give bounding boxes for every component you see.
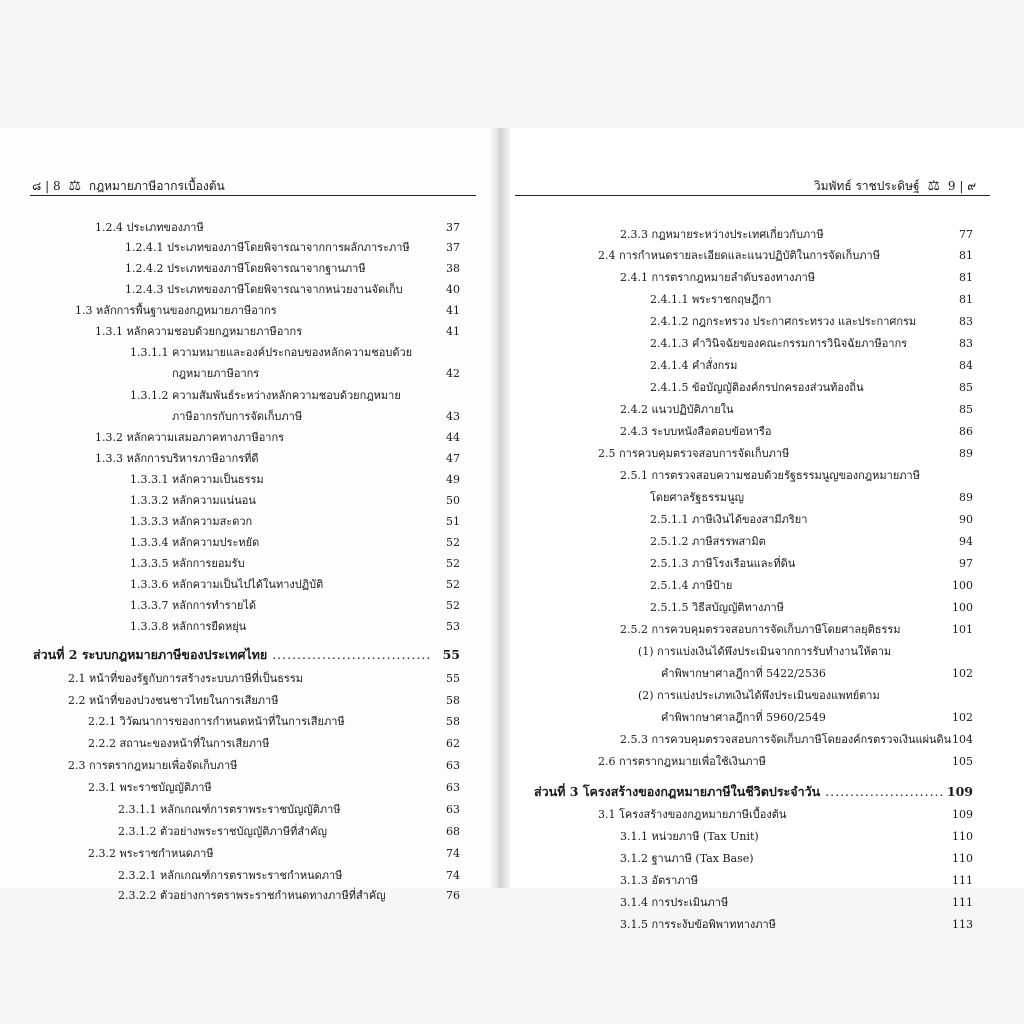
toc-entry-title: 2.4.1.3 คำวินิจฉัยของคณะกรรมการวินิจฉัยภาษีอากร xyxy=(650,337,908,350)
toc-entry-page: 77 xyxy=(959,228,973,241)
toc-entry-title: 1.2.4.1 ประเภทของภาษีโดยพิจารณาจากการผลักภาระภาษี xyxy=(125,241,410,254)
toc-entry-title: 2.5.1.1 ภาษีเงินได้ของสามีภริยา xyxy=(650,513,808,526)
toc-entry-page: 63 xyxy=(446,759,460,772)
toc-entry-title: ภาษีอากรกับการจัดเก็บภาษี xyxy=(172,410,303,423)
toc-entry-page: 109 xyxy=(946,784,973,799)
toc-entry-title: 2.3.1 พระราชบัญญัติภาษี xyxy=(88,781,212,794)
toc-entry xyxy=(68,691,460,711)
toc-entry-title: 1.3.3.6 หลักความเป็นไปได้ในทางปฏิบัติ xyxy=(130,578,324,591)
toc-entry-page: 42 xyxy=(446,367,460,380)
toc-entry-page: 89 xyxy=(959,447,973,460)
toc-entry-title: 1.3.1 หลักความชอบด้วยกฎหมายภาษีอากร xyxy=(95,325,303,338)
toc-entry-page: 89 xyxy=(959,491,973,504)
right-page-header: วิมพัทธ์ ราชประดิษฐ์ ⚖ 9 | ๙ xyxy=(813,178,976,194)
toc-entry xyxy=(130,512,460,532)
toc-entry-page: 53 xyxy=(446,620,460,633)
toc-entry-title: 2.3 การตรากฎหมายเพื่อจัดเก็บภาษี xyxy=(68,759,238,772)
scales-of-justice-icon: ⚖ xyxy=(68,178,81,194)
toc-entry-page: 94 xyxy=(959,535,973,548)
toc-entry xyxy=(130,575,460,595)
toc-entry xyxy=(650,334,973,354)
toc-entry-title: (1) การแบ่งเงินได้พึงประเมินจากการรับทำงานให้ตาม xyxy=(638,645,892,658)
toc-entry-page: 58 xyxy=(446,694,460,707)
toc-entry-page: 50 xyxy=(446,494,460,507)
toc-entry-page: 102 xyxy=(952,667,973,680)
toc-entry xyxy=(620,730,973,750)
toc-entry-page: 81 xyxy=(959,271,973,284)
toc-entry-title: 3.1.5 การระงับข้อพิพาททางภาษี xyxy=(620,918,776,931)
toc-entry xyxy=(68,669,460,689)
toc-entry-title: 2.4.2 แนวปฏิบัติภายใน xyxy=(620,403,734,416)
toc-entry-title: 2.5.1 การตรวจสอบความชอบด้วยรัฐธรรมนูญของกฎหมายภาษี xyxy=(620,469,920,482)
toc-entry xyxy=(650,576,973,596)
toc-entry xyxy=(638,642,973,662)
toc-entry xyxy=(598,444,973,464)
toc-entry-title: 1.2.4.2 ประเภทของภาษีโดยพิจารณาจากฐานภาษี xyxy=(125,262,366,275)
toc-entry-title: 2.4.1.5 ข้อบัญญัติองค์กรปกครองส่วนท้องถิ่น xyxy=(650,381,864,394)
toc-entry-page: 101 xyxy=(952,623,973,636)
toc-entry xyxy=(620,225,973,245)
toc-entry xyxy=(620,466,973,486)
toc-entry xyxy=(620,871,973,891)
toc-entry xyxy=(650,598,973,618)
toc-entry-title: 1.2.4.3 ประเภทของภาษีโดยพิจารณาจากหน่วยงานจัดเก็บ xyxy=(125,283,403,296)
toc-entry xyxy=(650,510,973,530)
toc-entry-page: 43 xyxy=(446,410,460,423)
toc-entry-page: 52 xyxy=(446,536,460,549)
page-number-thai: ๘ xyxy=(32,179,42,193)
toc-entry-title: 2.3.2 พระราชกำหนดภาษี xyxy=(88,847,214,860)
toc-entry-title: 2.4 การกำหนดรายละเอียดและแนวปฏิบัติในการจัดเก็บภาษี xyxy=(598,249,880,262)
toc-entry-title: 3.1.2 ฐานภาษี (Tax Base) xyxy=(620,852,754,865)
toc-section-heading xyxy=(534,782,973,802)
toc-entry-page: 49 xyxy=(446,473,460,486)
toc-entry xyxy=(598,246,973,266)
toc-entry-title: 2.1 หน้าที่ของรัฐกับการสร้างระบบภาษีที่เป็นธรรม xyxy=(68,672,303,685)
toc-entry-title: 3.1.3 อัตราภาษี xyxy=(620,874,698,887)
toc-entry xyxy=(88,734,460,754)
toc-entry-page: 83 xyxy=(959,315,973,328)
toc-entry-title: 3.1.4 การประเมินภาษี xyxy=(620,896,729,909)
toc-entry-page: 37 xyxy=(446,221,460,234)
page-number: 9 xyxy=(947,179,956,193)
toc-entry-title: 1.2.4 ประเภทของภาษี xyxy=(95,221,204,234)
toc-entry-title: 1.3.3.5 หลักการยอมรับ xyxy=(130,557,245,570)
toc-entry-title: 1.3.2 หลักความเสมอภาคทางภาษีอากร xyxy=(95,431,285,444)
toc-entry-title: โดยศาลรัฐธรรมนูญ xyxy=(650,491,745,504)
toc-entry-page: 90 xyxy=(959,513,973,526)
toc-entry xyxy=(125,259,460,279)
toc-entry xyxy=(620,400,973,420)
toc-entry xyxy=(118,866,460,886)
toc-entry xyxy=(650,532,973,552)
toc-entry xyxy=(75,301,460,321)
toc-entry-page: 47 xyxy=(446,452,460,465)
toc-entry-page: 109 xyxy=(952,808,973,821)
toc-entry-title: 1.3.3.8 หลักการยืดหยุ่น xyxy=(130,620,247,633)
toc-entry-title: 2.3.2.1 หลักเกณฑ์การตราพระราชกำหนดภาษี xyxy=(118,869,343,882)
toc-entry-page: 41 xyxy=(446,304,460,317)
toc-entry-title: 2.3.3 กฎหมายระหว่างประเทศเกี่ยวกับภาษี xyxy=(620,228,824,241)
toc-entry-page: 40 xyxy=(446,283,460,296)
toc-entry-page: 110 xyxy=(952,830,973,843)
toc-entry-title: 2.5.3 การควบคุมตรวจสอบการจัดเก็บภาษีโดยองค์กรตรวจเงินแผ่นดิน xyxy=(620,733,952,746)
toc-entry-title: 1.3.3.2 หลักความแน่นอน xyxy=(130,494,256,507)
toc-entry-title: 1.3.3.1 หลักความเป็นธรรม xyxy=(130,473,264,486)
toc-entry-title: (2) การแบ่งประเภทเงินได้พึงประเมินของแพทย์ตาม xyxy=(638,689,880,702)
toc-entry-title: 1.3.3.3 หลักความสะดวก xyxy=(130,515,253,528)
toc-entry-page: 85 xyxy=(959,381,973,394)
toc-entry-title: 2.4.3 ระบบหนังสือตอบข้อหารือ xyxy=(620,425,772,438)
toc-entry xyxy=(620,620,973,640)
toc-entry-page: 55 xyxy=(442,647,460,662)
toc-entry-title: 2.5 การควบคุมตรวจสอบการจัดเก็บภาษี xyxy=(598,447,790,460)
toc-entry xyxy=(130,596,460,616)
toc-entry-title: 2.4.1.2 กฎกระทรวง ประกาศกระทรวง และประกาศกรม xyxy=(650,315,917,328)
toc-entry-title: 2.2.2 สถานะของหน้าที่ในการเสียภาษี xyxy=(88,737,270,750)
toc-entry-page: 76 xyxy=(446,889,460,902)
toc-entry xyxy=(650,378,973,398)
toc-entry xyxy=(638,686,973,706)
toc-entry xyxy=(68,756,460,776)
toc-entry-page: 110 xyxy=(952,852,973,865)
toc-entry xyxy=(130,343,460,363)
toc-entry-title: 2.5.2 การควบคุมตรวจสอบการจัดเก็บภาษีโดยศาลยุติธรรม xyxy=(620,623,901,636)
toc-entry-title: 2.6 การตรากฎหมายเพื่อใช้เงินภาษี xyxy=(598,755,766,768)
toc-entry-title: ส่วนที่ 2 ระบบกฎหมายภาษีของประเทศไทย ..... xyxy=(33,645,432,665)
toc-entry-title: 2.3.1.1 หลักเกณฑ์การตราพระราชบัญญัติภาษี xyxy=(118,803,341,816)
scales-of-justice-icon: ⚖ xyxy=(927,178,941,194)
toc-entry xyxy=(620,422,973,442)
toc-entry-page: 63 xyxy=(446,781,460,794)
toc-entry-title: 1.3.3 หลักการบริหารภาษีอากรที่ดี xyxy=(95,452,259,465)
toc-entry-page: 84 xyxy=(959,359,973,372)
toc-entry xyxy=(130,554,460,574)
header-rule xyxy=(30,195,476,196)
toc-entry xyxy=(661,708,973,728)
toc-entry xyxy=(172,364,460,384)
toc-entry-page: 41 xyxy=(446,325,460,338)
toc-entry-page: 52 xyxy=(446,578,460,591)
toc-entry-title: 1.3.3.7 หลักการทำรายได้ xyxy=(130,599,257,612)
toc-entry-page: 102 xyxy=(952,711,973,724)
toc-entry xyxy=(620,849,973,869)
toc-entry xyxy=(88,778,460,798)
toc-entry xyxy=(650,312,973,332)
toc-entry-page: 85 xyxy=(959,403,973,416)
toc-entry-title: 2.4.1.4 คำสั่งกรม xyxy=(650,359,738,372)
toc-entry-page: 44 xyxy=(446,431,460,444)
toc-entry xyxy=(125,238,460,258)
toc-entry xyxy=(95,322,460,342)
toc-entry xyxy=(650,290,973,310)
toc-entry-page: 81 xyxy=(959,293,973,306)
toc-entry xyxy=(598,752,973,772)
toc-entry-page: 62 xyxy=(446,737,460,750)
page-number-thai: ๙ xyxy=(967,179,976,193)
toc-entry-title: 3.1.1 หน่วยภาษี (Tax Unit) xyxy=(620,830,759,843)
toc-entry-page: 97 xyxy=(959,557,973,570)
toc-entry-title: 2.4.1 การตรากฎหมายลำดับรองทางภาษี xyxy=(620,271,816,284)
page-number: 8 xyxy=(52,179,61,193)
toc-entry-title: 2.3.2.2 ตัวอย่างการตราพระราชกำหนดทางภาษีที่สำคัญ xyxy=(118,889,386,902)
toc-entry-title: 2.3.1.2 ตัวอย่างพระราชบัญญัติภาษีที่สำคัญ xyxy=(118,825,327,838)
toc-entry-title: กฎหมายภาษีอากร xyxy=(172,367,260,380)
toc-entry-title: 1.3.1.1 ความหมายและองค์ประกอบของหลักความชอบด้วย xyxy=(130,346,413,359)
toc-entry-title: 2.2.1 วิวัฒนาการของการกำหนดหน้าที่ในการเสียภาษี xyxy=(88,715,345,728)
book-gutter xyxy=(488,128,510,888)
toc-entry xyxy=(620,915,973,935)
toc-entry-page: 37 xyxy=(446,241,460,254)
toc-entry-page: 74 xyxy=(446,847,460,860)
toc-entry xyxy=(118,800,460,820)
toc-entry xyxy=(620,268,973,288)
toc-entry-title: คำพิพากษาศาลฎีกาที่ 5422/2536 xyxy=(661,667,826,680)
toc-entry xyxy=(650,356,973,376)
toc-entry xyxy=(650,488,973,508)
author-name: วิมพัทธ์ ราชประดิษฐ์ xyxy=(813,179,920,193)
left-page-header: ๘ | 8 ⚖ กฎหมายภาษีอากรเบื้องต้น xyxy=(32,178,225,194)
header-rule xyxy=(515,195,990,196)
toc-entry-page: 81 xyxy=(959,249,973,262)
toc-entry xyxy=(130,491,460,511)
toc-entry-page: 74 xyxy=(446,869,460,882)
toc-entry xyxy=(130,617,460,637)
toc-entry-page: 52 xyxy=(446,557,460,570)
toc-entry-title: 2.5.1.4 ภาษีป้าย xyxy=(650,579,733,592)
toc-entry-title: 1.3.1.2 ความสัมพันธ์ระหว่างหลักความชอบด้วยกฎหมาย xyxy=(130,389,401,402)
toc-entry xyxy=(95,449,460,469)
toc-entry-title: 2.5.1.5 วิธีสบัญญัติทางภาษี xyxy=(650,601,784,614)
toc-entry-page: 38 xyxy=(446,262,460,275)
toc-entry-title: 2.2 หน้าที่ของปวงชนชาวไทยในการเสียภาษี xyxy=(68,694,279,707)
toc-entry xyxy=(620,893,973,913)
toc-entry xyxy=(130,386,460,406)
toc-entry xyxy=(598,805,973,825)
toc-entry-page: 83 xyxy=(959,337,973,350)
toc-entry xyxy=(118,822,460,842)
toc-entry-page: 100 xyxy=(952,579,973,592)
toc-entry xyxy=(130,533,460,553)
toc-entry xyxy=(88,712,460,732)
toc-entry-page: 86 xyxy=(959,425,973,438)
toc-entry-title: ส่วนที่ 3 โครงสร้างของกฎหมายภาษีในชีวิตประจำวัน ..... xyxy=(534,782,945,802)
toc-entry xyxy=(125,280,460,300)
toc-entry xyxy=(172,407,460,427)
toc-entry-page: 55 xyxy=(446,672,460,685)
toc-entry xyxy=(118,886,460,906)
toc-entry-page: 111 xyxy=(952,874,973,887)
toc-entry-title: 1.3.3.4 หลักความประหยัด xyxy=(130,536,260,549)
toc-entry-page: 51 xyxy=(446,515,460,528)
toc-entry-page: 58 xyxy=(446,715,460,728)
toc-entry xyxy=(88,844,460,864)
book-title: กฎหมายภาษีอากรเบื้องต้น xyxy=(88,179,225,193)
toc-entry xyxy=(620,827,973,847)
toc-entry-title: 1.3 หลักการพื้นฐานของกฎหมายภาษีอากร xyxy=(75,304,277,317)
toc-entry-page: 113 xyxy=(952,918,973,931)
toc-entry xyxy=(130,470,460,490)
toc-entry-title: 2.5.1.3 ภาษีโรงเรือนและที่ดิน xyxy=(650,557,796,570)
toc-entry xyxy=(650,554,973,574)
toc-entry-title: คำพิพากษาศาลฎีกาที่ 5960/2549 xyxy=(661,711,826,724)
toc-entry-title: 2.4.1.1 พระราชกฤษฎีกา xyxy=(650,293,772,306)
toc-entry-page: 68 xyxy=(446,825,460,838)
toc-entry xyxy=(95,428,460,448)
toc-entry-page: 111 xyxy=(952,896,973,909)
toc-entry xyxy=(95,218,460,238)
toc-entry-page: 52 xyxy=(446,599,460,612)
toc-entry-page: 104 xyxy=(952,733,973,746)
toc-entry-title: 2.5.1.2 ภาษีสรรพสามิต xyxy=(650,535,766,548)
toc-entry-page: 105 xyxy=(952,755,973,768)
toc-entry-page: 100 xyxy=(952,601,973,614)
toc-entry-title: 3.1 โครงสร้างของกฎหมายภาษีเบื้องต้น xyxy=(598,808,787,821)
toc-section-heading xyxy=(33,645,460,665)
toc-entry xyxy=(661,664,973,684)
toc-entry-page: 63 xyxy=(446,803,460,816)
